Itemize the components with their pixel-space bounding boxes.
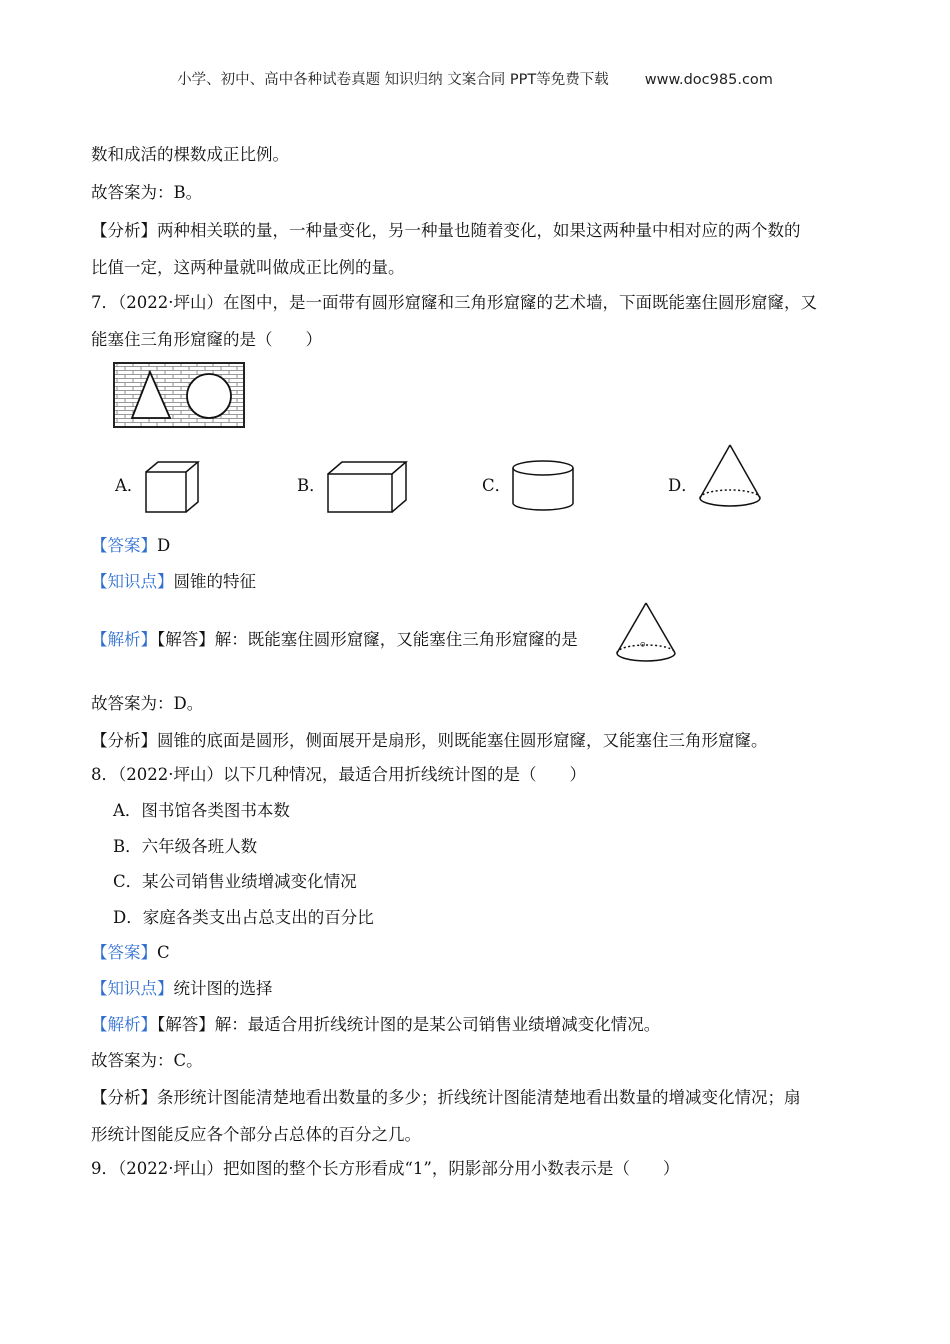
q8-jieda-text: 解：最适合用折线统计图的是某公司销售业绩增减变化情况。 [214, 1015, 661, 1034]
art-wall-figure [113, 362, 245, 428]
q7-answer-tag: 【答案】 [91, 536, 157, 555]
q7-analysis [91, 729, 768, 753]
q8-option-c: C．某公司销售业绩增减变化情况 [113, 872, 357, 891]
q7-option-c-label: C． [482, 476, 512, 495]
q7-answer-value: D [157, 536, 171, 555]
q8-analysis-line2: 形统计图能反应各个部分占总体的百分之几。 [91, 1125, 421, 1144]
q6-answer-line: 故答案为：B。 [91, 183, 203, 202]
inline-cone-icon [614, 601, 678, 667]
q7-jieda-tag: 【解答】 [157, 630, 215, 649]
q8-answer-value: C [157, 943, 170, 962]
q7-stem-line1: 7．（2022·坪山）在图中，是一面带有圆形窟窿和三角形窟窿的艺术墙，下面既能塞住圆形窟窿，又 [91, 293, 817, 312]
q7-jiexi [91, 628, 656, 652]
q8-jiexi [91, 1013, 660, 1037]
q6-analysis-line2: 比值一定，这两种量就叫做成正比例的量。 [91, 258, 405, 277]
q8-kp-value: 统计图的选择 [173, 979, 273, 998]
header-site: www.doc985.com [644, 72, 773, 88]
q7-analysis-tag: 【分析】 [91, 731, 157, 750]
q8-kp-tag: 【知识点】 [91, 979, 174, 998]
q7-answer-line: 故答案为：D。 [91, 694, 204, 713]
q8-analysis-line1: 条形统计图能清楚地看出数量的多少；折线统计图能清楚地看出数量的增减变化情况；扇 [157, 1088, 801, 1107]
q7-kp-tag: 【知识点】 [91, 572, 174, 591]
cube-icon [144, 460, 200, 516]
q7-jieda-end: 。 [639, 630, 657, 649]
q7-option-a-label: A． [115, 476, 144, 495]
cone-icon [697, 443, 763, 513]
q7-option-b-label: B． [297, 476, 326, 495]
q6-analysis-line1: 两种相关联的量，一种量变化，另一种量也随着变化，如果这两种量中相对应的两个数的 [157, 221, 801, 240]
q7-jieda-text: 解：既能塞住圆形窟窿，又能塞住三角形窟窿的是 [214, 630, 578, 649]
q8-stem: 8．（2022·坪山）以下几种情况，最适合用折线统计图的是（ ） [91, 765, 586, 784]
q8-option-a: A．图书馆各类图书本数 [113, 801, 290, 820]
page-header [0, 68, 950, 89]
q7-kp-value: 圆锥的特征 [173, 572, 256, 591]
q8-analysis-tag: 【分析】 [91, 1088, 157, 1107]
q8-analysis [91, 1086, 801, 1110]
q8-jiexi-tag: 【解析】 [91, 1015, 157, 1034]
header-text: 小学、初中、高中各种试卷真题 知识归纳 文案合同 PPT等免费下载 [177, 72, 609, 88]
q6-analysis [91, 219, 801, 243]
q8-jieda-tag: 【解答】 [157, 1015, 215, 1034]
q8-option-b: B．六年级各班人数 [113, 837, 258, 856]
q8-option-d: D．家庭各类支出占总支出的百分比 [113, 908, 374, 927]
circle-hole [187, 374, 231, 418]
q8-answer-tag: 【答案】 [91, 943, 157, 962]
q7-knowledge-point [91, 570, 256, 594]
q7-jiexi-tag: 【解析】 [91, 630, 157, 649]
q9-stem: 9．（2022·坪山）把如图的整个长方形看成“1”，阴影部分用小数表示是（ ） [91, 1159, 680, 1178]
q8-answer-line: 故答案为：C。 [91, 1051, 203, 1070]
q7-option-d-label: D． [668, 476, 698, 495]
q8-knowledge-point [91, 977, 273, 1001]
cylinder-icon [510, 458, 576, 514]
cuboid-icon [326, 460, 408, 516]
q6-analysis-tag: 【分析】 [91, 221, 157, 240]
q7-answer [91, 534, 170, 558]
q6-line1: 数和成活的棵数成正比例。 [91, 145, 289, 164]
q8-answer [91, 941, 170, 965]
q7-analysis-text: 圆锥的底面是圆形，侧面展开是扇形，则既能塞住圆形窟窿，又能塞住三角形窟窿。 [157, 731, 768, 750]
q7-stem-line2: 能塞住三角形窟窿的是（ ） [91, 330, 322, 349]
